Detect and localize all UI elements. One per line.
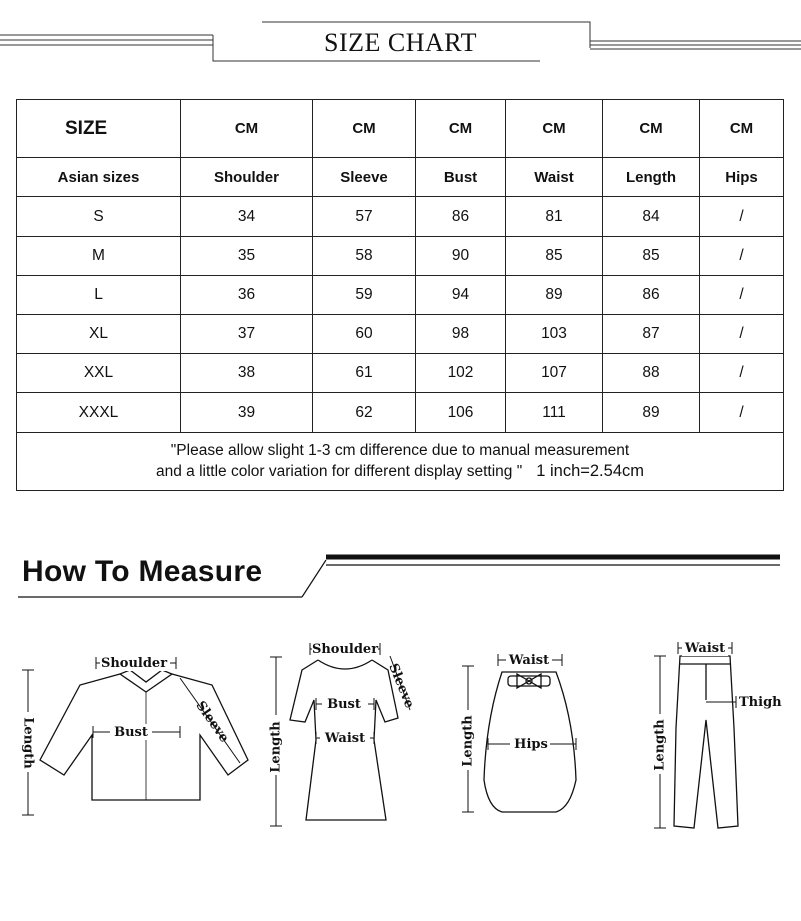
table-cell: 102 [416, 354, 506, 393]
table-cell: 88 [603, 354, 700, 393]
column-header: Shoulder [181, 158, 313, 197]
table-cell: / [700, 275, 784, 314]
dress-bust-label: Bust [327, 697, 361, 712]
table-note-row [17, 432, 784, 490]
table-subheader-row [17, 158, 784, 197]
measurement-note [17, 432, 784, 490]
shirt-figure [20, 655, 248, 815]
shirt-sleeve-label: Sleeve [192, 698, 232, 746]
table-cell: 62 [313, 393, 416, 432]
table-cell: 37 [181, 315, 313, 354]
table-cell: 103 [506, 315, 603, 354]
how-to-measure-header [0, 545, 801, 605]
table-cell: 38 [181, 354, 313, 393]
table-cell: / [700, 197, 784, 236]
header-cell: CM [700, 100, 784, 158]
table-cell: 84 [603, 197, 700, 236]
section-title: How To Measure [22, 555, 263, 588]
note-line-2 [17, 461, 783, 482]
pants-length-label: Length [652, 719, 668, 771]
table-cell: 60 [313, 315, 416, 354]
column-header: Waist [506, 158, 603, 197]
table-cell: 85 [506, 236, 603, 275]
column-header: Bust [416, 158, 506, 197]
table-cell: / [700, 236, 784, 275]
table-cell: XL [17, 315, 181, 354]
inch-conversion: 1 inch=2.54cm [536, 462, 644, 481]
table-cell: 98 [416, 315, 506, 354]
dress-shoulder-label: Shoulder [311, 642, 379, 657]
table-row [17, 315, 784, 354]
table-row [17, 197, 784, 236]
pants-figure [652, 640, 782, 828]
table-cell: 89 [603, 393, 700, 432]
table-cell: 34 [181, 197, 313, 236]
table-cell: 90 [416, 236, 506, 275]
table-cell: 58 [313, 236, 416, 275]
table-cell: 86 [603, 275, 700, 314]
table-cell: XXXL [17, 393, 181, 432]
table-cell: 89 [506, 275, 603, 314]
table-row [17, 354, 784, 393]
column-header: Length [603, 158, 700, 197]
table-cell: M [17, 236, 181, 275]
skirt-waist-label: Waist [508, 653, 550, 668]
table-cell: 87 [603, 315, 700, 354]
header-cell: CM [603, 100, 700, 158]
header-cell: SIZE [17, 100, 181, 158]
dress-sleeve-label: Sleeve [385, 661, 417, 711]
note-line-1: "Please allow slight 1-3 cm difference due to manual measurement [170, 442, 630, 460]
pants-thigh-label: Thigh [739, 695, 782, 710]
dress-waist-label: Waist [324, 731, 366, 746]
header-cell: CM [506, 100, 603, 158]
table-cell: 57 [313, 197, 416, 236]
column-header: Sleeve [313, 158, 416, 197]
table-cell: 59 [313, 275, 416, 314]
dress-figure [268, 641, 417, 826]
table-cell: 61 [313, 354, 416, 393]
table-cell: XXL [17, 354, 181, 393]
size-chart-header [0, 0, 801, 70]
table-cell: 39 [181, 393, 313, 432]
header-cell: CM [416, 100, 506, 158]
column-header: Asian sizes [17, 158, 181, 197]
pants-outline-icon [674, 656, 738, 828]
note-line-2-text: and a little color variation for different display setting " [156, 463, 523, 481]
skirt-length-label: Length [460, 715, 476, 767]
table-row [17, 275, 784, 314]
table-cell: / [700, 354, 784, 393]
measure-figures [0, 630, 801, 850]
table-cell: L [17, 275, 181, 314]
page-title: SIZE CHART [324, 28, 477, 57]
column-header: Hips [700, 158, 784, 197]
table-cell: 111 [506, 393, 603, 432]
table-cell: 106 [416, 393, 506, 432]
table-cell: 36 [181, 275, 313, 314]
table-cell: 81 [506, 197, 603, 236]
table-cell: / [700, 315, 784, 354]
table-cell: / [700, 393, 784, 432]
skirt-figure [460, 652, 576, 812]
shirt-shoulder-label: Shoulder [100, 656, 168, 671]
pants-waist-label: Waist [684, 641, 726, 656]
size-table [16, 99, 784, 491]
dress-length-label: Length [268, 721, 284, 773]
shirt-length-label: Length [20, 717, 36, 769]
table-row [17, 393, 784, 432]
table-cell: 94 [416, 275, 506, 314]
table-row [17, 236, 784, 275]
table-header-row [17, 100, 784, 158]
table-cell: 86 [416, 197, 506, 236]
shirt-bust-label: Bust [114, 725, 148, 740]
table-cell: 85 [603, 236, 700, 275]
table-cell: S [17, 197, 181, 236]
table-cell: 35 [181, 236, 313, 275]
skirt-hips-label: Hips [514, 737, 548, 752]
table-cell: 107 [506, 354, 603, 393]
header-cell: CM [313, 100, 416, 158]
header-cell: CM [181, 100, 313, 158]
